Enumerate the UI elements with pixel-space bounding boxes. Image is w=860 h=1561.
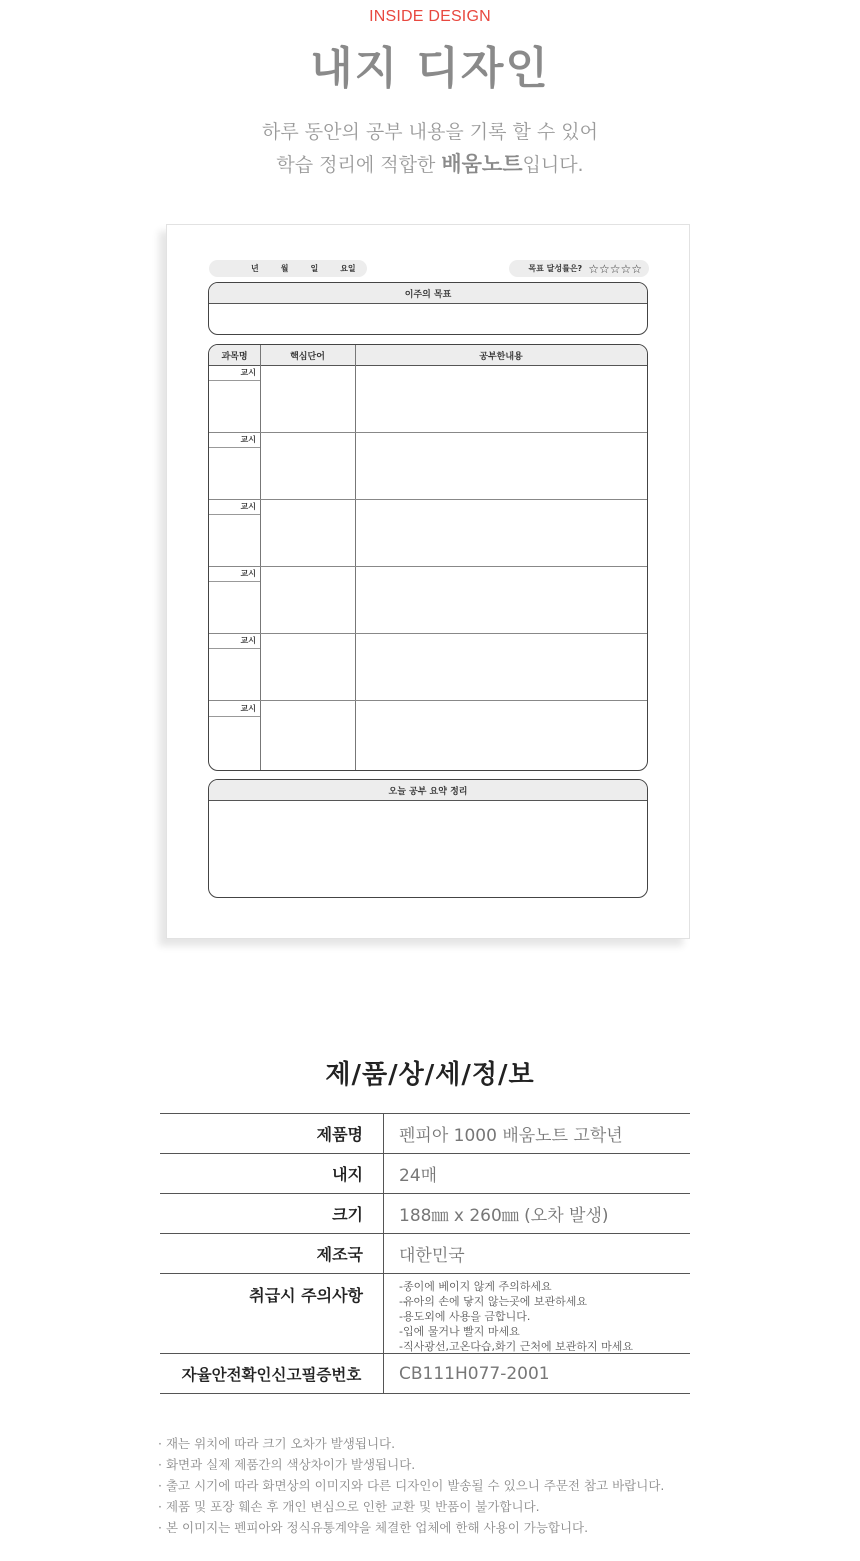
date-year-label: 년 [251, 264, 259, 273]
study-row [209, 366, 647, 433]
daily-summary-title: 오늘 공부 요약 정리 [209, 780, 647, 801]
care-notes [384, 1274, 690, 1353]
care-line: -직사광선,고온다습,화기 근처에 보관하지 마세요 [399, 1340, 633, 1353]
info-row-name [160, 1114, 690, 1154]
intro-line-2-pre: 학습 정리에 적합한 [276, 154, 442, 176]
date-weekday-label: 요일 [340, 264, 356, 273]
study-row [209, 634, 647, 701]
info-key: 취급시 주의사항 [160, 1274, 384, 1353]
intro-line-1: 하루 동안의 공부 내용을 기록 할 수 있어 [262, 121, 598, 143]
info-row-pages [160, 1154, 690, 1194]
notice-item: · 재는 위치에 따라 크기 오차가 발생됩니다. [158, 1436, 396, 1451]
info-row-size [160, 1194, 690, 1234]
notice-list [158, 1433, 758, 1538]
study-row [209, 500, 647, 567]
study-log-table [208, 344, 648, 771]
study-row [209, 567, 647, 634]
star-rating-icon: ☆☆☆☆☆ [588, 261, 642, 276]
goal-rate-label: 목표 달성률은? [528, 264, 583, 273]
col-keyword: 핵심단어 [290, 352, 325, 362]
daily-summary-box [208, 779, 648, 898]
date-day-label: 일 [310, 264, 319, 273]
info-key: 내지 [160, 1154, 384, 1193]
product-info-table [160, 1113, 690, 1394]
study-row [209, 702, 647, 769]
info-value: 24매 [399, 1166, 438, 1186]
col-content: 공부한내용 [479, 352, 523, 362]
inner-page-sheet [166, 224, 690, 939]
info-value: 대한민국 [399, 1246, 465, 1266]
date-pill [209, 260, 367, 277]
product-info-title: 제/품/상/세/정/보 [325, 1060, 535, 1090]
info-value: CB111H077-2001 [399, 1363, 550, 1384]
period-label: 교시 [209, 500, 260, 515]
intro-text [0, 116, 860, 181]
info-key: 자율안전확인신고필증번호 [160, 1354, 384, 1393]
col-subject: 과목명 [221, 352, 248, 362]
intro-line-2 [0, 148, 860, 181]
period-label: 교시 [209, 702, 260, 717]
study-log-header [209, 345, 647, 366]
weekly-goal-box [208, 282, 648, 335]
period-label: 교시 [209, 634, 260, 649]
info-row-country [160, 1234, 690, 1274]
info-key: 크기 [160, 1194, 384, 1233]
period-label: 교시 [209, 366, 260, 381]
notice-item: · 제품 및 포장 훼손 후 개인 변심으로 인한 교환 및 반품이 불가합니다. [158, 1499, 540, 1514]
weekly-goal-title: 이주의 목표 [209, 283, 647, 304]
info-key: 제품명 [160, 1114, 384, 1153]
period-label: 교시 [209, 567, 260, 582]
info-row-cert [160, 1354, 690, 1394]
info-row-care [160, 1274, 690, 1354]
care-line: -유아의 손에 닿지 않는곳에 보관하세요 [399, 1295, 587, 1308]
section-eyebrow: INSIDE DESIGN [369, 8, 491, 25]
info-value: 188㎜ x 260㎜ (오차 발생) [399, 1206, 609, 1226]
care-line: -입에 물거나 빨지 마세요 [399, 1325, 520, 1338]
info-value: 펜피아 1000 배움노트 고학년 [399, 1126, 623, 1146]
intro-line-2-post: 입니다. [522, 154, 584, 176]
care-line: -용도외에 사용을 금합니다. [399, 1310, 531, 1323]
date-month-label: 월 [280, 264, 289, 273]
info-key: 제조국 [160, 1234, 384, 1273]
goal-rate-pill [509, 260, 649, 277]
sheet-top-bar [209, 260, 649, 277]
notice-item: · 화면과 실제 제품간의 색상차이가 발생됩니다. [158, 1457, 416, 1472]
page-title: 내지 디자인 [310, 43, 550, 94]
notice-item: · 출고 시기에 따라 화면상의 이미지와 다른 디자인이 발송될 수 있으니 주문전 참고 바랍니다. [158, 1478, 665, 1493]
care-line: -종이에 베이지 않게 주의하세요 [399, 1280, 552, 1293]
notice-item: · 본 이미지는 펜피아와 정식유통계약을 체결한 업체에 한해 사용이 가능합니다. [158, 1520, 589, 1535]
study-row [209, 433, 647, 500]
intro-product-name: 배움노트 [441, 152, 523, 176]
period-label: 교시 [209, 433, 260, 448]
